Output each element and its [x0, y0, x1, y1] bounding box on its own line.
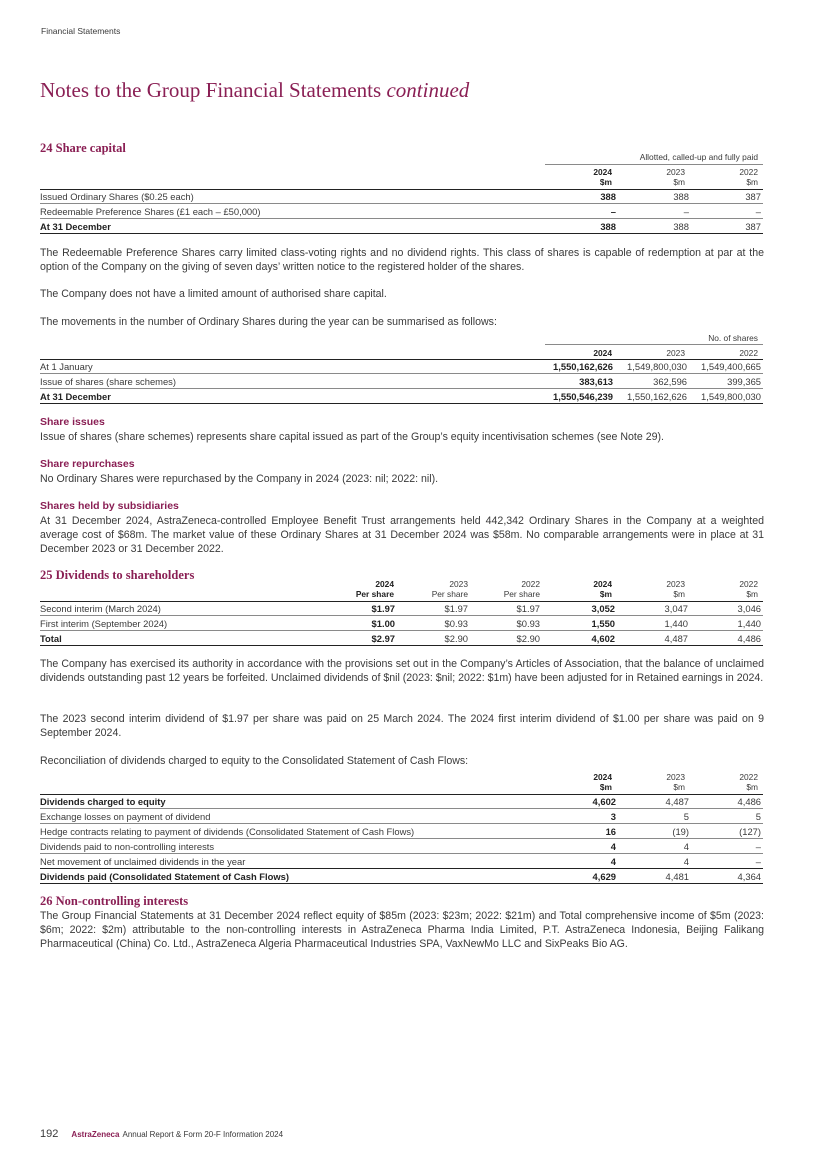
- table-row: Issue of shares (share schemes) 383,613 362,596 399,365: [40, 375, 761, 387]
- note25-para3: Reconciliation of dividends charged to equity to the Consolidated Statement of Cash Flows:: [40, 755, 469, 767]
- note24-para2: The Company does not have a limited amount of authorised share capital.: [40, 288, 387, 300]
- table-row: Net movement of unclaimed dividends in the year 4 4 –: [40, 855, 761, 867]
- note26-text: The Group Financial Statements at 31 December 2024 reflect equity of $85m (2023: $23m; 2022: $21m) and Total comprehensive income of $5m (2023: $6m; 2022: $2m) attributable to the non-controlling interests in AstraZeneca Pharma India Limited, P.T. AstraZeneca Indonesia, Beijing Falikang Pharmaceutical (China) Co. Ltd., AstraZeneca Algeria Pharmaceutical Industries SPA, VaxNewMo LLC and SixPeaks Bio AG.: [40, 910, 764, 950]
- note25-para2: The 2023 second interim dividend of $1.97 per share was paid on 25 March 2024. The 2024 first interim dividend of $1.00 per share was paid on 9 September 2024.: [40, 713, 764, 739]
- div-col-2024-m: 2024 $m: [593, 579, 612, 599]
- table-row-total: At 31 December 1,550,546,239 1,550,162,626 1,549,800,030: [40, 390, 761, 402]
- note24-para1: The Redeemable Preference Shares carry limited class-voting rights and no dividend rights. This class of shares is capable of redemption at par at the option of the Company on the giving of seven days’ written notice to the registered holder of the shares.: [40, 247, 764, 273]
- footer-brand: AstraZeneca: [71, 1130, 120, 1139]
- table-row: Exchange losses on payment of dividend 3 5 5: [40, 810, 761, 822]
- footer-doc-title: Annual Report & Form 20-F Information 2024: [122, 1130, 284, 1139]
- page-number: 192: [40, 1128, 59, 1140]
- page-title-main: Notes to the Group Financial Statements: [40, 78, 382, 102]
- table-row-total: Dividends paid (Consolidated Statement of Cash Flows) 4,629 4,481 4,364: [40, 870, 761, 882]
- shares-held-text: At 31 December 2024, AstraZeneca-controlled Employee Benefit Trust arrangements held 442,342 Ordinary Shares in the Company at a weighted average cost of $68m. The market value of these Ordinary Shares at 31 December 2024 was $58m. No comparable arrangements were in place at 31 December 2023 or 31 December 2022.: [40, 515, 764, 555]
- table-row-total: At 31 December 388 388 387: [40, 220, 761, 232]
- share-issues-text: Issue of shares (share schemes) represents share capital issued as part of the Group’s equity incentivisation schemes (see Note 29).: [40, 431, 664, 443]
- note24-col-2024: 2024 $m: [593, 167, 612, 187]
- movement-col-2024: 2024: [593, 348, 612, 358]
- recon-col-2023: 2023 $m: [666, 772, 685, 792]
- note24-col-2022: 2022 $m: [739, 167, 758, 187]
- shares-held-heading: Shares held by subsidiaries: [40, 500, 179, 512]
- div-col-2022-m: 2022 $m: [739, 579, 758, 599]
- table-row: At 1 January 1,550,162,626 1,549,800,030 1,549,400,665: [40, 360, 761, 372]
- page-title: [40, 78, 469, 103]
- share-repurchases-heading: Share repurchases: [40, 458, 135, 470]
- table-row: Dividends paid to non-controlling interests 4 4 –: [40, 840, 761, 852]
- movement-unit-rule: [545, 344, 763, 345]
- note24-group-rule: [545, 164, 763, 165]
- movement-col-2023: 2023: [666, 348, 685, 358]
- note25-heading: 25 Dividends to shareholders: [40, 568, 195, 582]
- note26-heading: 26 Non-controlling interests: [40, 894, 189, 908]
- table-row-total: Total $2.97 $2.90 $2.90 4,602 4,487 4,486: [40, 632, 761, 644]
- recon-col-2024: 2024 $m: [593, 772, 612, 792]
- recon-col-2022: 2022 $m: [739, 772, 758, 792]
- div-col-2023-m: 2023 $m: [666, 579, 685, 599]
- share-repurchases-text: No Ordinary Shares were repurchased by the Company in 2024 (2023: nil; 2022: nil).: [40, 473, 439, 485]
- div-col-2024-ps: 2024 Per share: [355, 579, 394, 599]
- div-col-2022-ps: 2022 Per share: [503, 579, 540, 599]
- note24-col-2023: 2023 $m: [666, 167, 685, 187]
- table-row: Hedge contracts relating to payment of dividends (Consolidated Statement of Cash Flows) 16 (19) (127): [40, 825, 761, 837]
- movement-unit: No. of shares: [708, 333, 758, 343]
- dividends-table: [40, 601, 763, 646]
- dividend-reconciliation-table: [40, 794, 763, 884]
- share-issues-heading: Share issues: [40, 416, 105, 428]
- div-col-2023-ps: 2023 Per share: [431, 579, 468, 599]
- page-title-suffix: continued: [386, 78, 470, 102]
- section-header: Financial Statements: [41, 26, 121, 36]
- note25-para1: The Company has exercised its authority in accordance with the provisions set out in the Company’s Articles of Association, that the balance of unclaimed dividends outstanding past 12 years be forfeited. Unclaimed dividends of $nil (2023: $nil; 2022: $1m) have been adjusted for in Retained earnings in 2024.: [40, 658, 764, 684]
- table-row: Issued Ordinary Shares ($0.25 each) 388 388 387: [40, 190, 761, 202]
- note24-para3: The movements in the number of Ordinary Shares during the year can be summarised as follows:: [40, 316, 497, 328]
- movement-col-2022: 2022: [739, 348, 758, 358]
- share-movement-table: [40, 359, 763, 404]
- table-row: Redeemable Preference Shares (£1 each – £50,000) – – –: [40, 205, 761, 217]
- table-row: Dividends charged to equity 4,602 4,487 4,486: [40, 795, 761, 807]
- note24-heading: 24 Share capital: [40, 141, 126, 155]
- share-capital-table: [40, 189, 763, 234]
- page-footer: [40, 1128, 283, 1140]
- table-row: First interim (September 2024) $1.00 $0.93 $0.93 1,550 1,440 1,440: [40, 617, 761, 629]
- table-row: Second interim (March 2024) $1.97 $1.97 $1.97 3,052 3,047 3,046: [40, 602, 761, 614]
- note24-group-label: Allotted, called-up and fully paid: [639, 152, 758, 162]
